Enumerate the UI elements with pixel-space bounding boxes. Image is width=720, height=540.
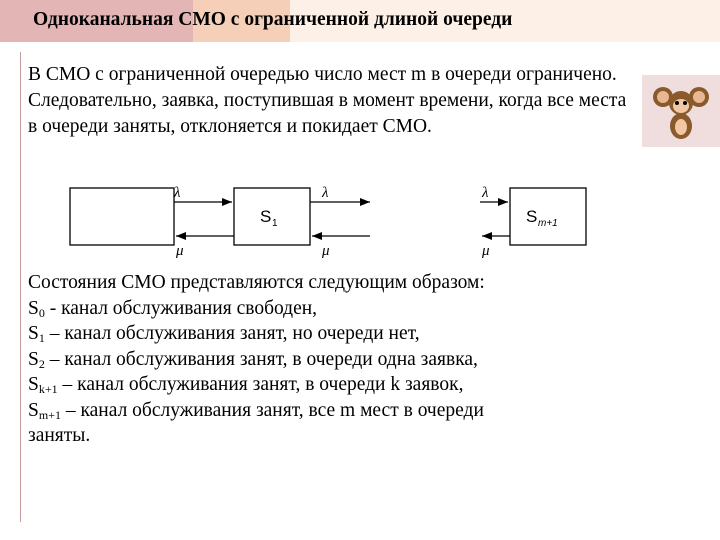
state-line: $S_1$ – канал обслуживания занят, но очереди нет,: [28, 323, 420, 345]
lambda-label: λ: [482, 185, 489, 201]
state-line: $S_{k+1}$ – канал обслуживания занят, в очереди k заявок,: [28, 374, 464, 396]
mu-label: μ: [176, 243, 184, 259]
state-line: $S_0$ - канал обслуживания свободен,: [28, 297, 318, 320]
state-sm-box: [510, 188, 586, 245]
state-sm-sub: m+1: [538, 218, 558, 229]
state-line: $S_{m+1}$ – канал обслуживания занят, все m мест в очереди: [28, 399, 484, 422]
lambda-label: λ: [174, 185, 181, 201]
states-intro: Состояния СМО представляются следующим образом:: [28, 272, 485, 293]
cheburashka-icon: [653, 81, 709, 141]
states-tail: заняты.: [28, 425, 91, 446]
states-list: [28, 270, 485, 449]
lambda-label: λ: [322, 185, 329, 201]
mu-label: μ: [322, 243, 330, 259]
mu-label: μ: [482, 243, 490, 259]
intro-paragraph: В СМО с ограниченной очередью число мест m в очереди ограничено. Следовательно, заявка, поступившая в момент времени, когда все места в очереди заняты, отклоняется и покидает СМО.: [28, 64, 627, 137]
state-s1-sub: 1: [272, 218, 278, 229]
left-vertical-rule: [20, 52, 21, 522]
slide-title: Одноканальная СМО с ограниченной длиной очереди: [33, 9, 513, 30]
state-transition-diagram: [60, 180, 600, 260]
state-s1-box: [234, 188, 310, 245]
cheburashka-picture: [642, 75, 720, 147]
state-s1-label: S: [260, 207, 272, 226]
state-sm-label: S: [526, 207, 538, 226]
state-line: $S_2$ – канал обслуживания занят, в очереди одна заявка,: [28, 348, 478, 371]
state-s0-box: [70, 188, 174, 245]
